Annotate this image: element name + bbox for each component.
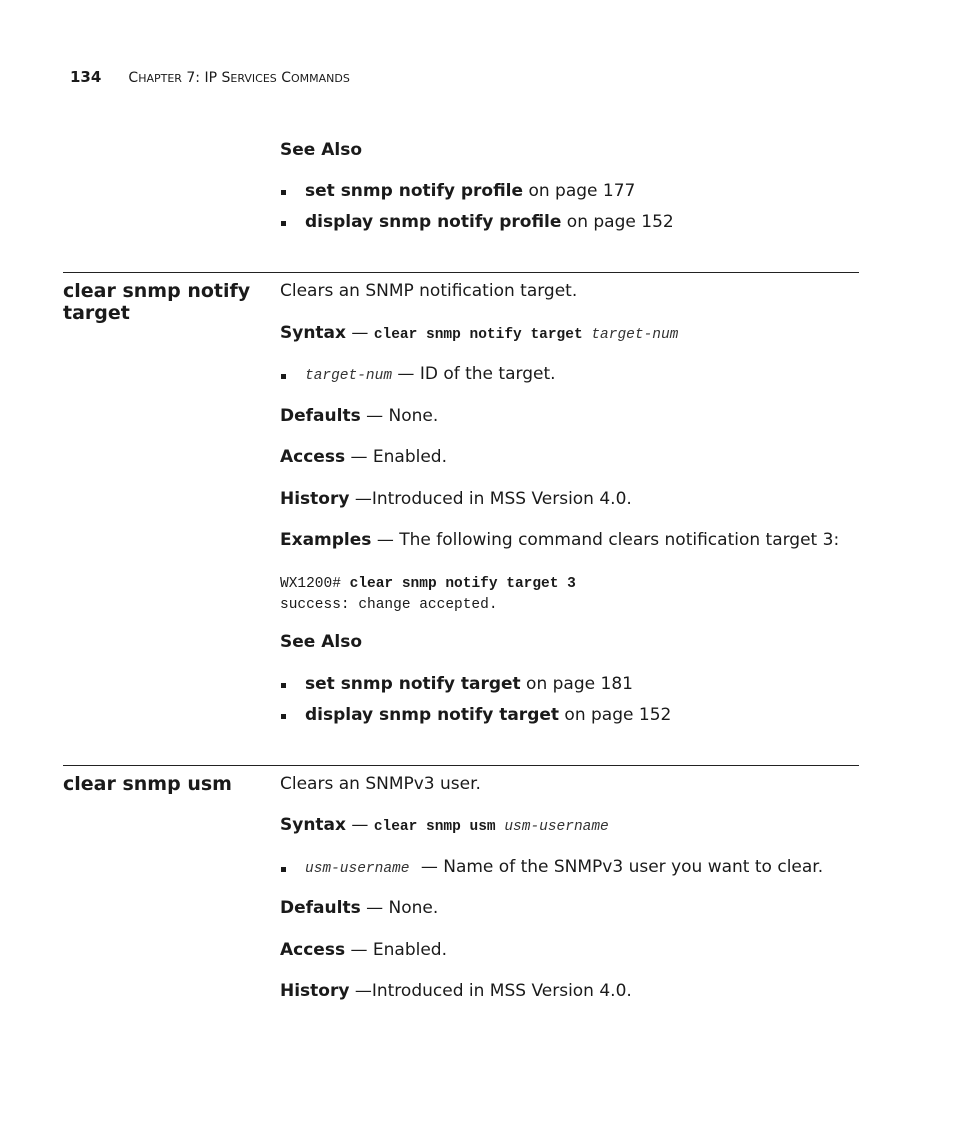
bullet	[281, 714, 286, 719]
history-line: History —Introduced in MSS Version 4.0.	[280, 981, 632, 1001]
section-heading: clear snmp notify target	[63, 280, 251, 324]
access-line: Access — Enabled.	[280, 447, 447, 467]
see-also-heading: See Also	[280, 140, 363, 160]
page-number: 134	[70, 68, 102, 86]
description: Clears an SNMP notification target.	[280, 281, 578, 301]
syntax-line: Syntax — clear snmp usm usm-username	[280, 815, 609, 835]
section-divider	[63, 272, 859, 273]
see-also-link[interactable]: set snmp notify target on page 181	[305, 674, 633, 694]
section-heading: clear snmp usm	[63, 773, 232, 795]
parameter-item: usm-username — Name of the SNMPv3 user you want to clear.	[305, 857, 824, 877]
history-line: History —Introduced in MSS Version 4.0.	[280, 489, 632, 509]
chapter-title: CHAPTER 7: IP SERVICES COMMANDS	[128, 70, 350, 86]
parameter-item: target-num — ID of the target.	[305, 364, 556, 384]
description: Clears an SNMPv3 user.	[280, 774, 481, 794]
examples-line: Examples — The following command clears notification target 3:	[280, 530, 840, 550]
bullet	[281, 867, 286, 872]
defaults-line: Defaults — None.	[280, 406, 439, 426]
bullet	[281, 221, 286, 226]
see-also-link[interactable]: display snmp notify profile on page 152	[305, 212, 674, 232]
section-divider	[63, 765, 859, 766]
access-line: Access — Enabled.	[280, 940, 447, 960]
bullet	[281, 683, 286, 688]
running-header	[70, 66, 350, 90]
syntax-line: Syntax — clear snmp notify target target-num	[280, 323, 679, 343]
bullet	[281, 374, 286, 379]
defaults-line: Defaults — None.	[280, 898, 439, 918]
see-also-heading: See Also	[280, 632, 363, 652]
see-also-link[interactable]: set snmp notify profile on page 177	[305, 181, 636, 201]
bullet	[281, 190, 286, 195]
code-example: WX1200# clear snmp notify target 3 success: change accepted.	[280, 576, 576, 613]
see-also-link[interactable]: display snmp notify target on page 152	[305, 705, 672, 725]
